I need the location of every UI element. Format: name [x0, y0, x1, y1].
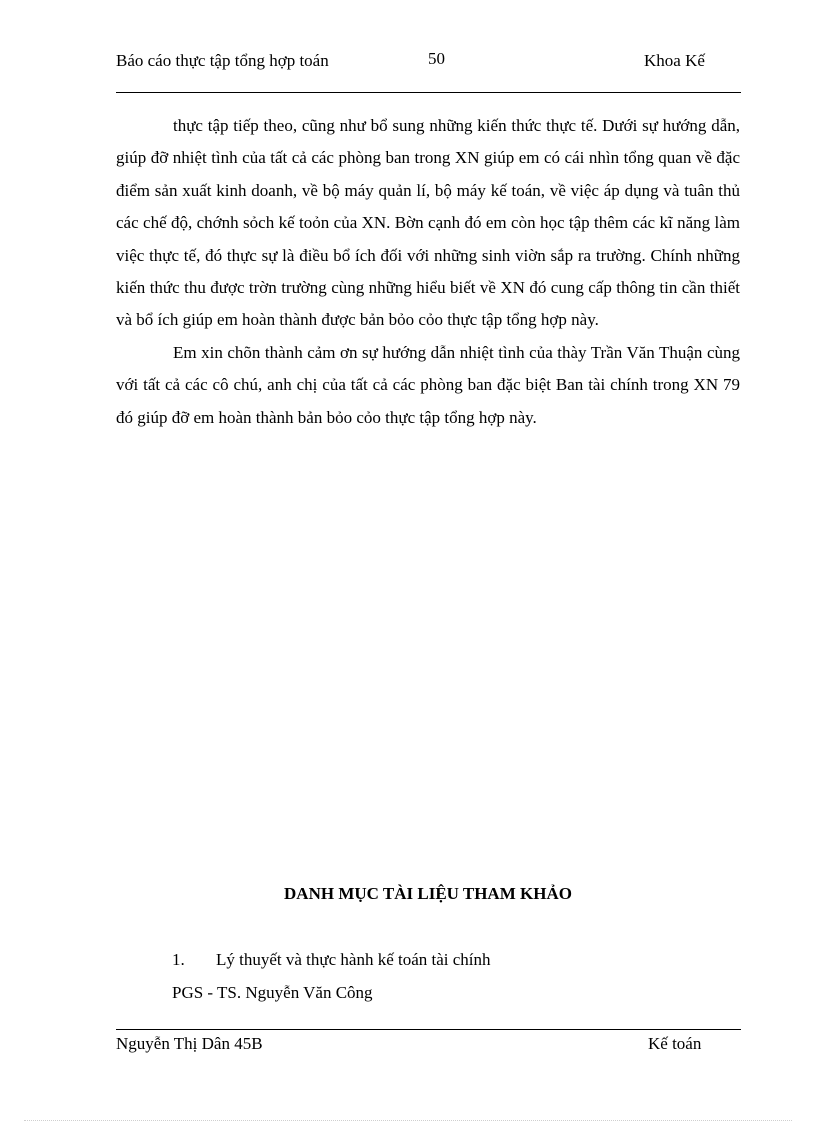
paragraph-2: Em xin chõn thành cảm ơn sự hướng dẫn nhiệt tình của thày Trần Văn Thuận cùng với tất cả các cô chú, anh chị của tất cả các phòng ban đặc biệt Ban tài chính trong XN 79 đó giúp đỡ em hoàn thành bản bỏo cỏo thực tập tổng hợp này. [116, 342, 740, 427]
reference-number: 1. [172, 950, 185, 969]
footer-department: Kế toán [648, 1034, 702, 1053]
header-divider [116, 92, 741, 93]
footer-author: Nguyễn Thị Dân 45B [116, 1034, 263, 1053]
header-report-title: Báo cáo thực tập tổng hợp toán [116, 51, 329, 70]
paragraph-1: thực tập tiếp theo, cũng như bổ sung những kiến thức thực tế. Dưới sự hướng dẫn, giúp đỡ nhiệt tình của tất cả các phòng ban trong XN giúp em có cái nhìn tổng quan về đặc điểm sản xuất kinh doanh, về bộ máy quản lí, bộ máy kế toán, về việc áp dụng và tuân thủ các chế độ, chớnh sỏch kế toỏn của XN. Bờn cạnh đó em còn học tập thêm các kĩ năng làm việc thực tế, đó thực sự là điều bổ ích đối với những sinh viờn sắp ra trường. Chính những kiến thức thu được trờn trường cùng những hiểu biết về XN đó cung cấp thông tin cần thiết và bổ ích giúp em hoàn thành được bản bỏo cỏo thực tập tổng hợp này. [116, 116, 740, 330]
header-faculty: Khoa Kế [644, 51, 705, 70]
footer-divider [116, 1029, 741, 1030]
reference-item [172, 950, 491, 970]
page-header [116, 48, 742, 94]
reference-author: PGS - TS. Nguyễn Văn Công [172, 983, 373, 1002]
page-number: 50 [428, 49, 445, 68]
body-text [116, 110, 740, 434]
references-title: DANH MỤC TÀI LIỆU THAM KHẢO [284, 884, 572, 903]
page-edge-divider [24, 1120, 792, 1121]
reference-title: Lý thuyết và thực hành kế toán tài chính [216, 950, 491, 969]
